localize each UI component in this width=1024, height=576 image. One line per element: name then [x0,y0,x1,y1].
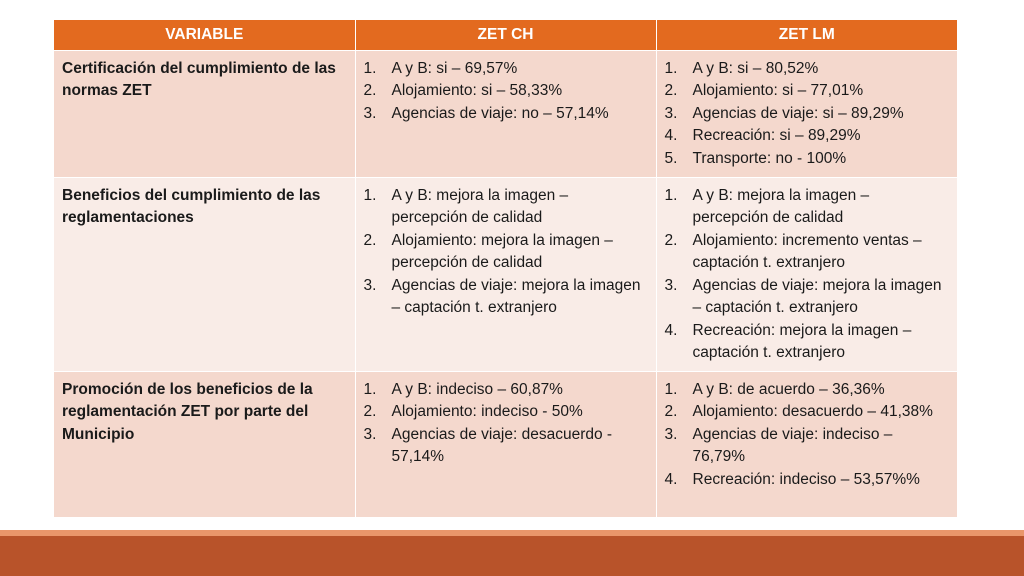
zet-lm-cell [656,177,957,371]
table-row [54,177,957,371]
list-item: 3. Agencias de viaje: mejora la imagen – captación t. extranjero [363,276,641,316]
list-item: 1. A y B: indeciso – 60,87% [363,380,563,398]
header-zet-lm: ZET LM [656,20,957,50]
list-item: 2. Alojamiento: mejora la imagen – percepción de calidad [363,231,613,271]
list-item: 5. Transporte: no - 100% [664,149,847,167]
list-item: 3. Agencias de viaje: mejora la imagen – captación t. extranjero [664,276,942,316]
list-item: 4. Recreación: indeciso – 53,57%% [664,470,920,488]
header-zet-ch: ZET CH [355,20,656,50]
list-item: 1. A y B: mejora la imagen – percepción de calidad [363,186,569,226]
zet-lm-cell [656,50,957,177]
list-item: 2. Alojamiento: desacuerdo – 41,38% [664,403,933,420]
header-variable: VARIABLE [54,20,355,50]
list-item: 4. Recreación: mejora la imagen – captación t. extranjero [664,321,912,361]
zet-ch-list [364,185,648,320]
table-row [54,50,957,177]
variable-cell [54,50,355,177]
zet-lm-cell [656,371,957,517]
variable-cell [54,371,355,517]
variable-label: Promoción de los beneficios de la reglamentación ZET por parte del Municipio [62,380,313,443]
table-header-row [54,20,957,50]
comparison-table [54,20,957,517]
list-item: 1. A y B: mejora la imagen – percepción de calidad [664,186,870,226]
list-item: 1. A y B: de acuerdo – 36,36% [664,380,885,398]
list-item: 3. Agencias de viaje: si – 89,29% [664,104,904,122]
list-item: 1. A y B: si – 69,57% [363,59,518,77]
zet-ch-list [364,58,648,126]
variable-label: Certificación del cumplimiento de las normas ZET [62,59,336,99]
list-item: 4. Recreación: si – 89,29% [664,127,861,144]
zet-ch-list [364,379,648,469]
zet-ch-cell [355,177,656,371]
table-row [54,371,957,517]
zet-ch-cell [355,371,656,517]
zet-lm-list [665,58,950,171]
variable-cell [54,177,355,371]
list-item: 1. A y B: si – 80,52% [664,59,819,77]
list-item: 3. Agencias de viaje: indeciso – 76,79% [664,425,893,465]
list-item: 2. Alojamiento: si – 58,33% [363,82,563,99]
zet-lm-list [665,185,950,365]
footer-band [0,536,1024,576]
list-item: 3. Agencias de viaje: no – 57,14% [363,104,609,122]
list-item: 2. Alojamiento: si – 77,01% [664,82,864,99]
list-item: 2. Alojamiento: indeciso - 50% [363,403,583,420]
list-item: 3. Agencias de viaje: desacuerdo - 57,14% [363,425,613,465]
list-item: 2. Alojamiento: incremento ventas – captación t. extranjero [664,231,922,271]
zet-ch-cell [355,50,656,177]
variable-label: Beneficios del cumplimiento de las reglamentaciones [62,186,321,226]
zet-lm-list [665,379,950,492]
